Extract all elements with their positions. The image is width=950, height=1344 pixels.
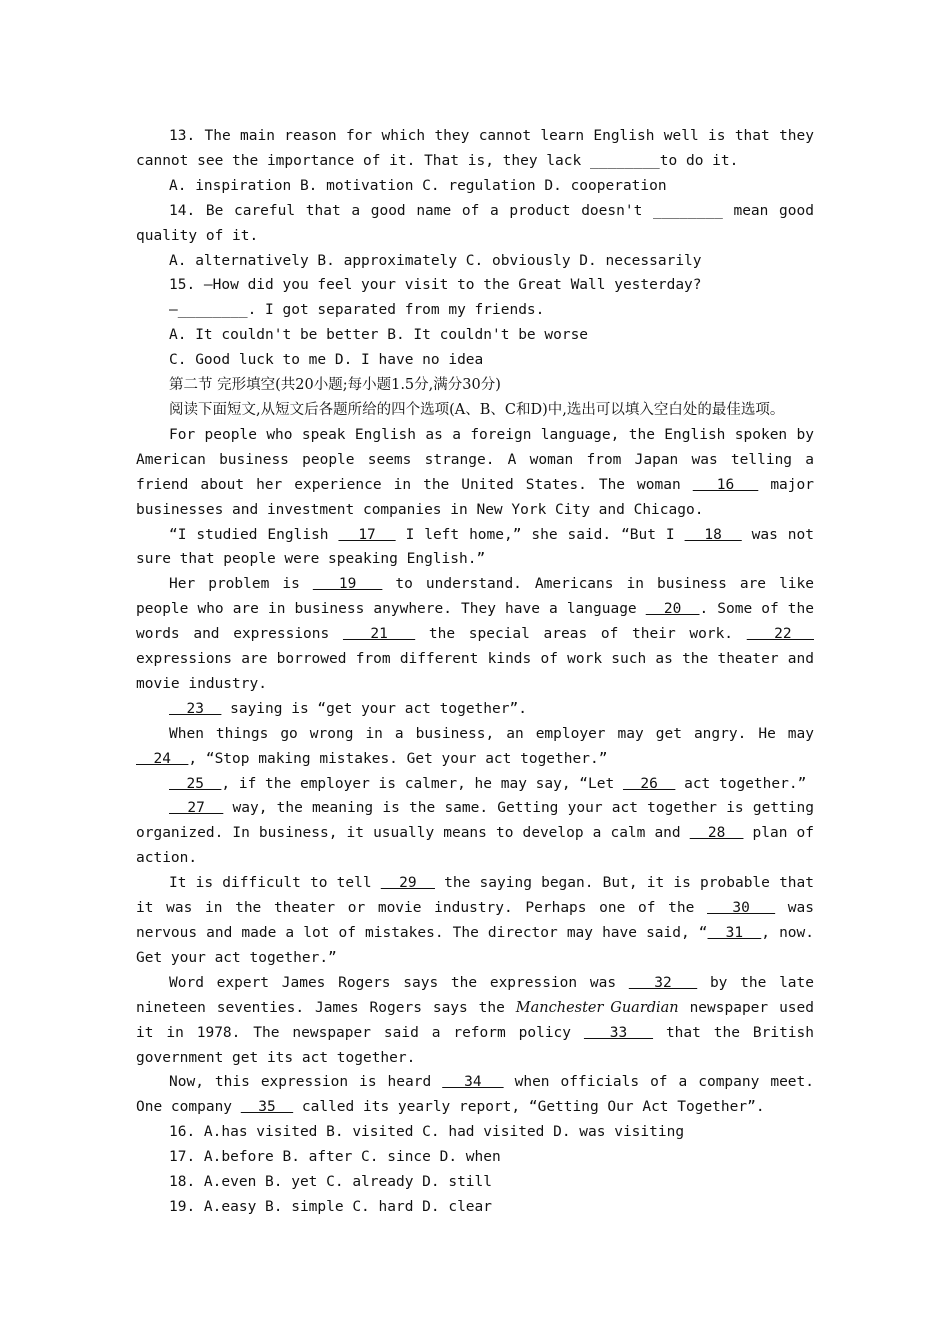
question-15-options-cd: C. Good luck to me D. I have no idea [169,352,484,369]
text: It is difficult to tell [169,875,381,892]
question-13-stem-end: to do it. [659,152,739,169]
passage-paragraph-2 [136,523,814,573]
text: For people who speak English as a foreign language, the English spoken by American business people seems strange. A woman from Japan was telling a friend about her experience in the United States. The woman [136,426,814,493]
passage-paragraph-4 [136,697,814,722]
blank-29: 29 [380,875,435,892]
blank-19: 19 [312,576,383,593]
blank-22: 22 [746,626,814,643]
blank-30: 30 [707,900,776,917]
blank-17: 17 [338,526,396,543]
text: newspaper used it in 1978. The newspaper said a reform policy [136,999,814,1041]
question-15-line2 [136,298,814,323]
blank-27: 27 [169,800,224,817]
passage-paragraph-8 [136,871,814,971]
blank-28: 28 [689,825,744,842]
dash: — [169,302,178,319]
text: plan of action. [136,825,814,867]
question-13 [136,124,814,174]
question-15-reply: . I got separated from my friends. [247,302,545,319]
text: , now. Get your act together.” [136,925,814,966]
blank-24: 24 [136,750,189,767]
text: Word expert James Rogers says the expression was [169,974,629,991]
text: , “Stop making mistakes. Get your act together.” [188,750,608,767]
answer-16: 16. A.has visited B. visited C. had visited D. was visiting [169,1124,685,1141]
blank-35: 35 [240,1099,294,1116]
question-15-blank: ________ [177,302,248,319]
question-14 [136,199,814,249]
blank-31: 31 [707,925,762,941]
blank-32: 32 [628,974,698,991]
question-14-stem: 14. Be careful that a good name of a product doesn't [169,202,653,219]
text: by the late nineteen seventies. James Rogers says the [136,974,814,1016]
text: major businesses and investment companies in New York City and Chicago. [136,476,814,518]
passage-paragraph-3 [136,572,814,697]
blank-18: 18 [684,526,742,543]
text: saying is “get your act together”. [221,700,527,717]
blank-34: 34 [442,1074,504,1091]
question-15-line1: 15. —How did you feel your visit to the Great Wall yesterday? [169,277,702,294]
text: act together.” [675,775,807,792]
blank-20: 20 [645,601,700,618]
text: “I studied English [169,526,339,543]
text: way, the meaning is the same. Getting your act together is getting organized. In business, it usually means to develop a calm and [136,800,814,842]
passage-paragraph-6 [136,772,814,797]
question-13-blank: ________ [589,152,660,169]
passage-paragraph-7 [136,796,814,871]
answer-18: 18. A.even B. yet C. already D. still [169,1174,493,1191]
blank-23: 23 [169,700,222,717]
text: was not sure that people were speaking English.” [136,526,814,568]
text: was nervous and made a lot of mistakes. The director may have said, “ [136,900,814,941]
question-14-options: A. alternatively B. approximately C. obviously D. necessarily [169,252,702,269]
passage-paragraph-10 [136,1070,814,1120]
answer-17: 17. A.before B. after C. since D. when [169,1149,501,1166]
passage-paragraph-5 [136,722,814,772]
text: Now, this expression is heard [169,1074,443,1091]
section-heading: 第二节 完形填空(共20小题;每小题1.5分,满分30分) [169,377,501,394]
question-13-stem: 13. The main reason for which they cannot learn English well is that they cannot see the importance of it. That is, they lack [136,128,814,169]
blank-33: 33 [583,1024,654,1041]
passage-paragraph-1 [136,423,814,523]
answer-19: 19. A.easy B. simple C. hard D. clear [169,1198,493,1215]
text: to understand. Americans in business are like people who are in business anywhere. They have a language [136,576,814,618]
section-instruction: 阅读下面短文,从短文后各题所给的四个选项(A、B、C和D)中,选出可以填入空白处的最佳选项。 [169,401,785,418]
blank-21: 21 [342,626,416,643]
document-page [136,124,814,1220]
blank-25: 25 [169,775,222,792]
text: I left home,” she said. “But I [395,526,685,543]
passage-paragraph-9 [136,971,814,1071]
blank-26: 26 [622,775,676,792]
newspaper-title: Manchester Guardian [515,999,679,1016]
question-13-options: A. inspiration B. motivation C. regulation D. cooperation [169,177,667,194]
text: When things go wrong in a business, an employer may get angry. He may [169,725,814,742]
text: . Some of the words and expressions [136,601,814,643]
text: the saying began. But, it is probable that it was in the theater or movie industry. Perhaps one of the [136,875,814,917]
text: expressions are borrowed from different kinds of work such as the theater and movie industry. [136,651,814,692]
blank-16: 16 [692,476,759,493]
text: the special areas of their work. [415,626,747,643]
text: Her problem is [169,576,313,593]
question-14-stem-end: mean good quality of it. [136,202,814,244]
text: that the British government get its act together. [136,1024,814,1066]
text: when officials of a company meet. One company [136,1074,814,1116]
text: , if the employer is calmer, he may say, “Let [221,775,623,792]
text: called its yearly report, “Getting Our Act Together”. [293,1099,765,1116]
question-15-options-ab: A. It couldn't be better B. It couldn't be worse [169,327,589,344]
question-14-blank: ________ [652,202,723,219]
